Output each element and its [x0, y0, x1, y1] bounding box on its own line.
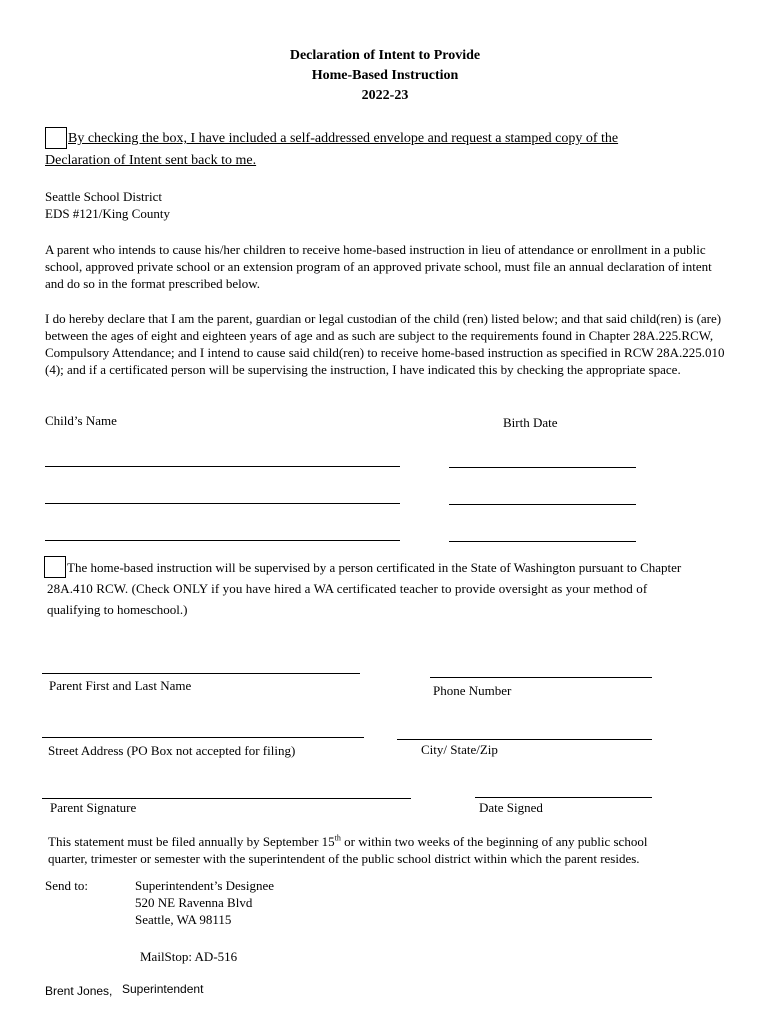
- birth-date-label: Birth Date: [503, 415, 558, 430]
- birth-date-line-3[interactable]: [449, 541, 636, 542]
- street-label: Street Address (PO Box not accepted for filing): [48, 743, 296, 758]
- send-to-label: Send to:: [45, 878, 88, 893]
- send-to-line-2: 520 NE Ravenna Blvd: [135, 895, 253, 910]
- filing-statement-part-1: This statement must be filed annually by September 15: [48, 834, 335, 849]
- footer-name: Brent Jones,: [45, 984, 113, 998]
- birth-date-line-1[interactable]: [449, 467, 636, 468]
- child-name-line-2[interactable]: [45, 503, 400, 504]
- declaration-paragraph: I do hereby declare that I am the parent, guardian or legal custodian of the child (ren) listed below; and that said child(ren) is (are) between the ages of eight and eighteen years of age and as such are subject to the requirements found in Chapter 28A.225.RCW, Compulsory Attendance; and I intend to cause said child(ren) to receive home-based instruction as specified in RCW 28A.225.010 (4); and if a certificated person will be supervising the instruction, I have indicated this by checking the appropriate space.: [45, 311, 725, 377]
- parent-name-label: Parent First and Last Name: [49, 678, 192, 693]
- child-name-line-1[interactable]: [45, 466, 400, 467]
- district-eds: EDS #121/King County: [45, 206, 170, 221]
- parent-name-line[interactable]: [42, 673, 360, 674]
- child-name-line-3[interactable]: [45, 540, 400, 541]
- signature-label: Parent Signature: [50, 800, 137, 815]
- phone-label: Phone Number: [433, 683, 512, 698]
- certificated-label-2: 28A.410 RCW. (Check ONLY if you have hired a WA certificated teacher to provide oversight as your method of: [47, 581, 648, 596]
- city-label: City/ State/Zip: [421, 742, 498, 757]
- district-name: Seattle School District: [45, 189, 162, 204]
- title-line-3: 2022-23: [361, 88, 409, 103]
- mailstop: MailStop: AD-516: [140, 949, 238, 964]
- certificated-checkbox[interactable]: [44, 556, 66, 578]
- phone-line[interactable]: [430, 677, 652, 678]
- date-signed-label: Date Signed: [479, 800, 543, 815]
- envelope-checkbox-label-2: Declaration of Intent sent back to me.: [45, 153, 257, 168]
- street-line[interactable]: [42, 737, 364, 738]
- certificated-label-1: The home-based instruction will be supervised by a person certificated in the State of Washington pursuant to Chapter: [67, 560, 682, 575]
- childs-name-label: Child’s Name: [45, 413, 117, 428]
- page-title: [0, 46, 770, 106]
- envelope-checkbox[interactable]: [45, 127, 67, 149]
- city-line[interactable]: [397, 739, 652, 740]
- filing-statement-sup: th: [334, 833, 341, 843]
- date-signed-line[interactable]: [475, 797, 652, 798]
- send-to-line-3: Seattle, WA 98115: [135, 912, 232, 927]
- send-to-line-1: Superintendent’s Designee: [135, 878, 274, 893]
- envelope-checkbox-label-1: By checking the box, I have included a self-addressed envelope and request a stamped copy of the: [68, 131, 619, 146]
- birth-date-line-2[interactable]: [449, 504, 636, 505]
- certificated-label-3: qualifying to homeschool.): [47, 602, 188, 617]
- title-line-2: Home-Based Instruction: [311, 68, 459, 83]
- intro-paragraph: A parent who intends to cause his/her children to receive home-based instruction in lieu of attendance or enrollment in a public school, approved private school or an extension program of an approved private school, must file an annual declaration of intent and do so in the format prescribed below.: [45, 242, 712, 291]
- title-line-1: Declaration of Intent to Provide: [289, 48, 481, 63]
- filing-statement-part-2: or within two weeks of the beginning of any public school: [340, 834, 648, 849]
- filing-statement-line-1: [48, 833, 647, 850]
- footer-title: Superintendent: [122, 982, 204, 996]
- filing-statement-line-2: quarter, trimester or semester with the superintendent of the public school district within which the parent resides.: [48, 851, 640, 866]
